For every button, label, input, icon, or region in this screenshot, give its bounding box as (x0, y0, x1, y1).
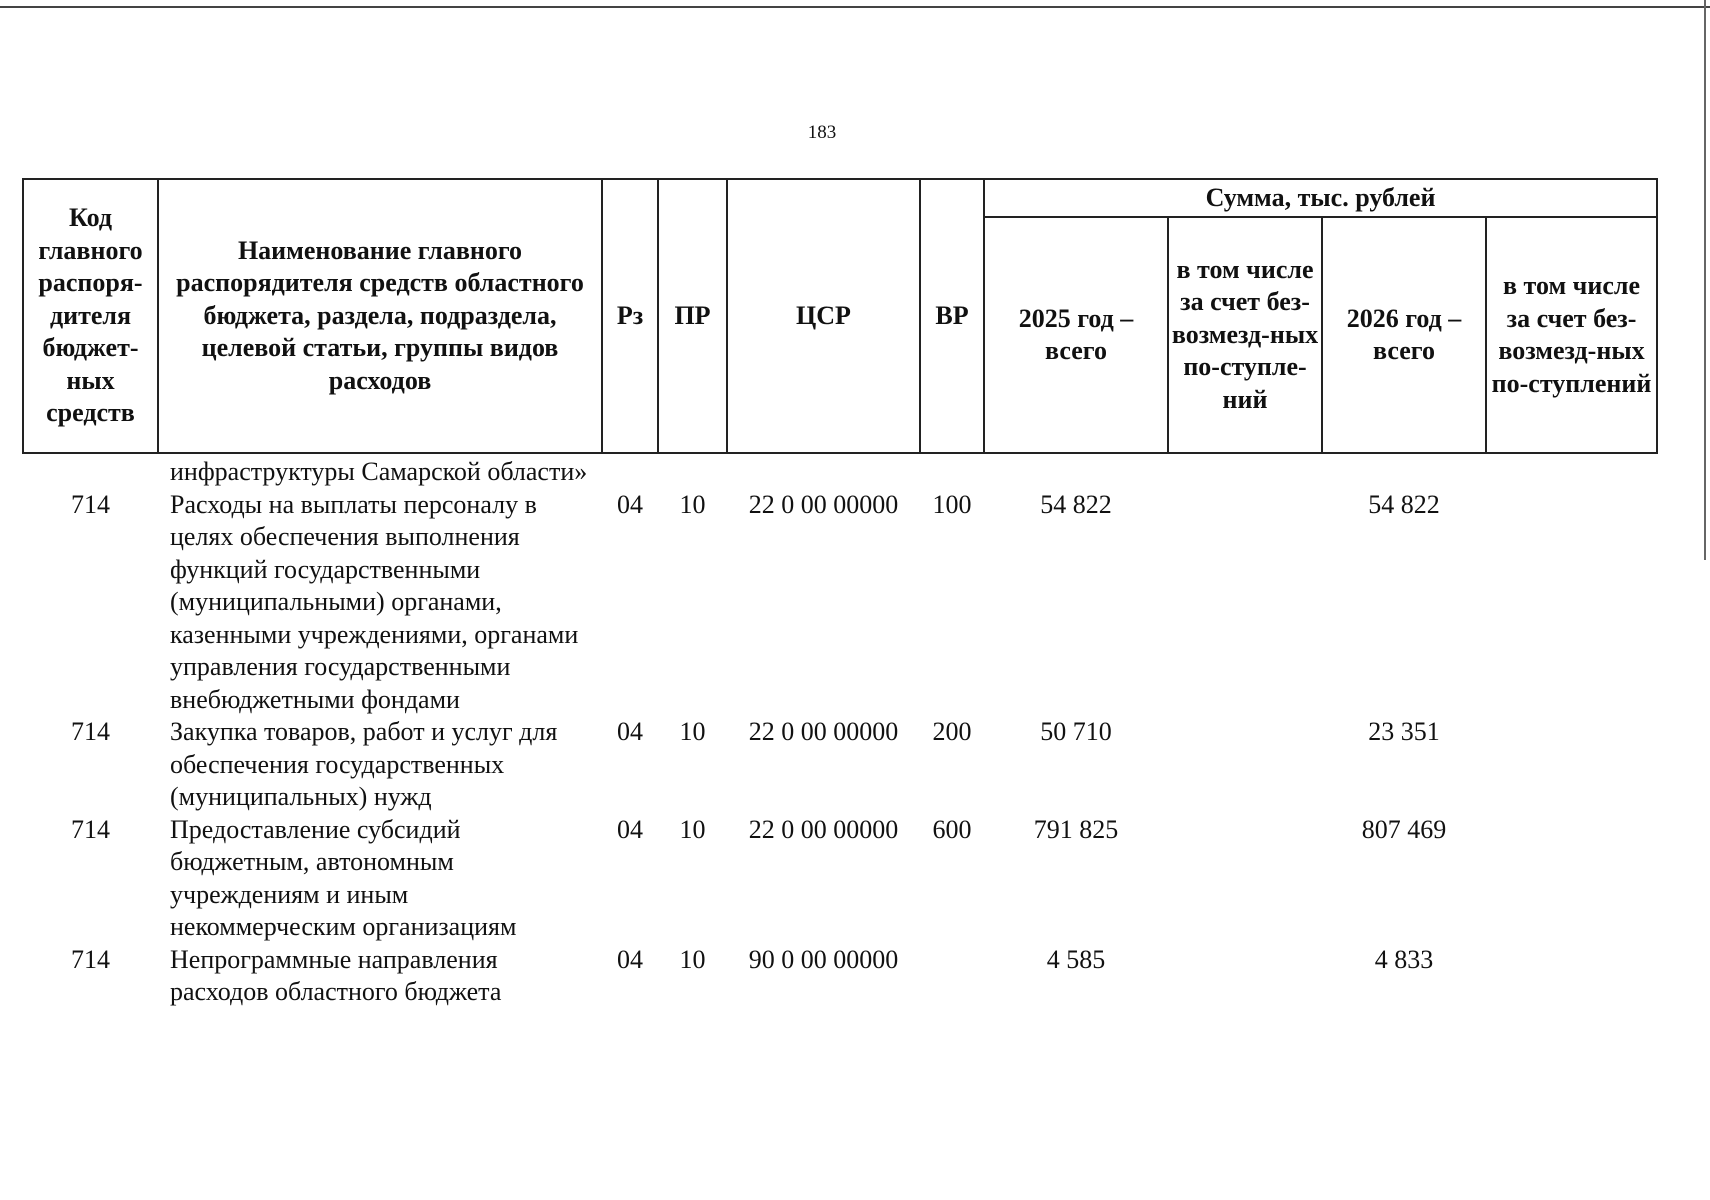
cell-2026-total: 807 469 (1361, 814, 1447, 844)
cell-2025-gratis (1168, 453, 1322, 489)
cell-pr: 10 (679, 814, 706, 844)
cell-vr: 200 (932, 717, 972, 746)
cell-2025-total (984, 453, 1168, 489)
cell-pr (658, 453, 727, 489)
table-row (23, 944, 1657, 1009)
table-row (23, 489, 1657, 717)
cell-pr: 10 (679, 944, 706, 974)
cell-csr: 90 0 00 00000 (748, 944, 899, 974)
cell-2026-total (1322, 453, 1486, 489)
header-2025-total: 2025 год – всего (984, 217, 1168, 453)
cell-2026-total: 23 351 (1368, 717, 1440, 746)
header-code: Код главного распоря-дителя бюджет-ных средств (23, 179, 158, 453)
cell-2025-total: 50 710 (1040, 717, 1112, 746)
cell-2026-total: 54 822 (1368, 489, 1440, 519)
cell-rz (602, 453, 658, 489)
header-vr: ВР (920, 179, 984, 453)
cell-2025-gratis (1168, 944, 1322, 1009)
cell-2026-gratis (1486, 453, 1657, 489)
table-row (23, 814, 1657, 944)
cell-vr: 600 (932, 814, 972, 844)
right-scan-rule (1704, 0, 1706, 560)
header-2026-gratis: в том числе за счет без-возмезд-ных по-ступлений (1486, 217, 1657, 453)
cell-name: Расходы на выплаты персоналу в целях обеспечения выполнения функций государственными (муниципальными) органами, казенными учреждениями, органами управления государственными внебюджетными фондами (170, 489, 579, 714)
header-csr: ЦСР (727, 179, 920, 453)
cell-2026-total: 4 833 (1374, 944, 1434, 974)
header-rz: Рз (602, 179, 658, 453)
cell-code (23, 453, 158, 489)
budget-table (22, 178, 1658, 1009)
cell-name: Закупка товаров, работ и услуг для обеспечения государственных (муниципальных) нужд (170, 717, 558, 811)
cell-2025-total: 791 825 (1033, 814, 1119, 844)
cell-rz: 04 (617, 717, 643, 746)
header-2025-gratis: в том числе за счет без-возмезд-ных по-ступле-ний (1168, 217, 1322, 453)
cell-pr: 10 (679, 717, 706, 746)
cell-rz: 04 (617, 814, 643, 844)
table-row (23, 716, 1657, 814)
cell-code: 714 (71, 944, 110, 974)
header-2026-total: 2026 год – всего (1322, 217, 1486, 453)
cell-2025-total: 54 822 (1040, 489, 1112, 519)
cell-2026-gratis (1486, 944, 1657, 1009)
cell-vr (920, 944, 984, 1009)
cell-code: 714 (71, 717, 110, 746)
header-pr: ПР (658, 179, 727, 453)
cell-2026-gratis (1486, 716, 1657, 814)
cell-vr (920, 453, 984, 489)
cell-2026-gratis (1486, 814, 1657, 944)
cell-code: 714 (71, 814, 110, 844)
top-scan-rule (0, 6, 1710, 8)
page-number: 183 (807, 122, 837, 143)
cell-name: Предоставление субсидий бюджетным, автономным учреждениям и иным некоммерческим организациям (170, 814, 517, 941)
cell-name: инфраструктуры Самарской области» (170, 457, 588, 486)
cell-rz: 04 (617, 944, 643, 974)
cell-2025-gratis (1168, 716, 1322, 814)
cell-2025-gratis (1168, 814, 1322, 944)
cell-csr: 22 0 00 00000 (748, 814, 899, 844)
cell-2025-gratis (1168, 489, 1322, 717)
cell-2025-total: 4 585 (1046, 944, 1106, 974)
cell-csr (727, 453, 920, 489)
cell-csr: 22 0 00 00000 (748, 489, 899, 519)
cell-csr: 22 0 00 00000 (748, 717, 899, 746)
cell-pr: 10 (679, 489, 706, 519)
header-sum-group: Сумма, тыс. рублей (984, 179, 1657, 217)
cell-code: 714 (71, 489, 110, 519)
header-name: Наименование главного распорядителя средств областного бюджета, раздела, подраздела, целевой статьи, группы видов расходов (158, 179, 602, 453)
cell-name: Непрограммные направления расходов областного бюджета (170, 944, 502, 1006)
table-row (23, 453, 1657, 489)
cell-2026-gratis (1486, 489, 1657, 717)
cell-vr: 100 (932, 489, 972, 519)
cell-rz: 04 (617, 489, 643, 519)
